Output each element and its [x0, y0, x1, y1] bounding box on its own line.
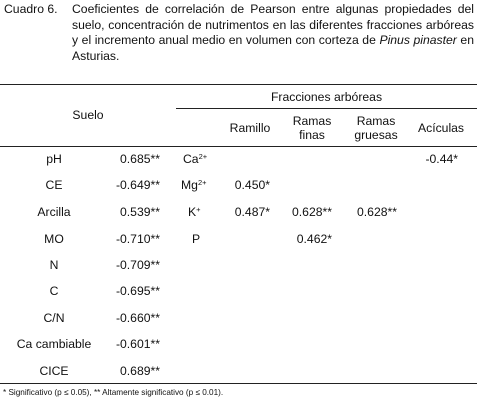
col-header-aciculas	[408, 121, 474, 135]
soil-property: N	[49, 258, 59, 272]
soil-correlation: 0.689**	[120, 364, 160, 378]
nutrient-value: 0.628**	[357, 205, 397, 219]
nutrient-value: 0.487*	[234, 205, 270, 219]
col-header-line: Ramillo	[229, 121, 271, 135]
soil-property: Arcilla	[37, 205, 71, 219]
col-header-ramillo	[217, 121, 283, 135]
nutrient-symbol: Mg	[181, 178, 198, 192]
soil-property: C	[49, 284, 59, 298]
caption-label: Cuadro 6.	[4, 2, 58, 16]
nutrient-value: 0.628**	[292, 205, 332, 219]
soil-correlation: -0.649**	[115, 178, 160, 192]
nutrient-charge: +	[196, 205, 201, 214]
group-header-rule	[176, 108, 477, 109]
soil-correlation: -0.695**	[115, 284, 160, 298]
nutrient-value: 0.450*	[234, 178, 270, 192]
soil-correlation: 0.685**	[120, 152, 160, 166]
col-header-line: Ramas	[356, 114, 396, 128]
soil-property: MO	[44, 232, 64, 246]
soil-correlation: -0.709**	[115, 258, 160, 272]
caption-text-end: en Asturias.	[72, 33, 474, 63]
nutrient-charge: 2+	[197, 178, 207, 187]
nutrient-label	[183, 152, 207, 166]
nutrient-label	[192, 232, 200, 246]
col-header-line: Acículas	[417, 121, 465, 135]
nutrient-value: -0.44*	[425, 152, 458, 166]
soil-correlation: -0.601**	[115, 337, 160, 351]
caption-text	[72, 2, 474, 64]
nutrient-label	[181, 178, 207, 192]
soil-property: C/N	[43, 311, 65, 325]
table-caption	[4, 2, 474, 64]
bottom-rule	[0, 383, 477, 384]
soil-property: pH	[46, 152, 62, 166]
soil-correlation: -0.710**	[115, 232, 160, 246]
soil-property: CE	[45, 178, 63, 192]
soil-property: CICE	[39, 364, 69, 378]
col-header-line: gruesas	[354, 128, 398, 142]
col-header-ramas-gruesas	[344, 114, 408, 142]
nutrient-charge: 2+	[198, 152, 208, 161]
header-bottom-rule	[0, 146, 477, 147]
caption-text-start: Coeficientes de correlación de Pearson entre algunas propiedades del suelo, concentración de nutrimentos en las diferentes fracciones arbóreas y el incremento anual medio en volumen con corteza de	[72, 2, 474, 48]
nutrient-value: 0.462*	[296, 232, 332, 246]
soil-correlation: 0.539**	[120, 205, 160, 219]
nutrient-symbol: K	[188, 205, 197, 219]
significance-footnote: * Significativo (p ≤ 0.05), ** Altamente significativo (p ≤ 0.01).	[3, 388, 224, 397]
soil-property: Ca cambiable	[16, 337, 92, 351]
nutrient-symbol: P	[192, 232, 201, 246]
col-header-line: finas	[299, 128, 325, 142]
nutrient-label	[188, 205, 201, 219]
caption-species: Pinus pinaster	[379, 33, 457, 48]
suelo-header: Suelo	[72, 108, 104, 122]
nutrient-symbol: Ca	[183, 152, 199, 166]
fracciones-header: Fracciones arbóreas	[270, 90, 383, 104]
soil-correlation: -0.660**	[115, 311, 160, 325]
col-header-line: Ramas	[292, 114, 332, 128]
top-rule	[0, 84, 477, 85]
col-header-ramas-finas	[281, 114, 343, 142]
